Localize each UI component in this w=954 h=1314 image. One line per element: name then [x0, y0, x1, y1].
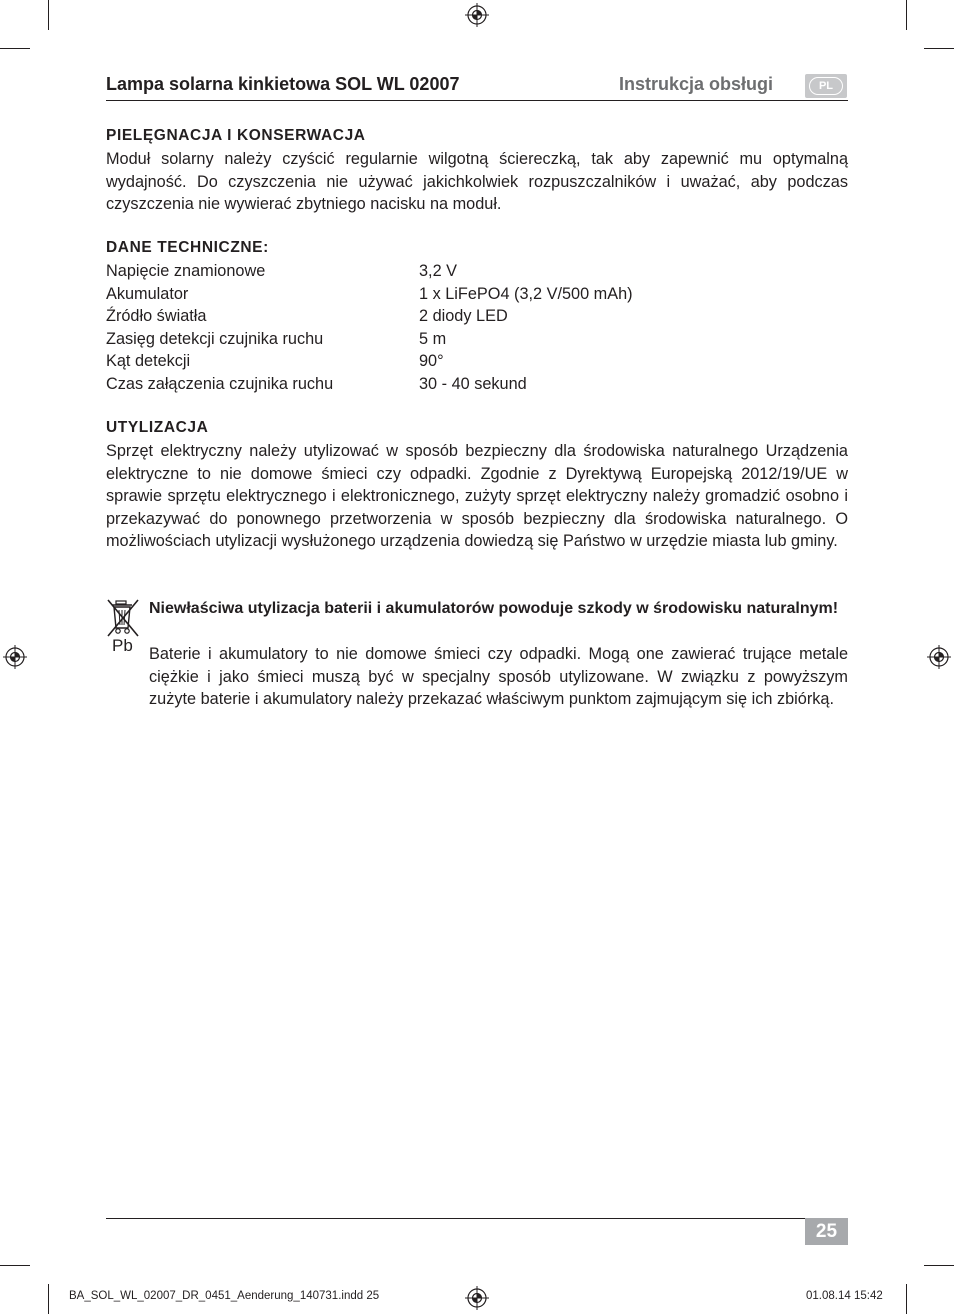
spec-label: Akumulator — [106, 285, 189, 303]
spec-row — [106, 305, 848, 327]
spec-row — [106, 283, 848, 305]
specs-section-title: DANE TECHNICZNE: — [106, 239, 269, 256]
lead-symbol-label: Pb — [112, 636, 133, 655]
crop-mark — [924, 1265, 954, 1266]
care-section-title: PIELĘGNACJA I KONSERWACJA — [106, 127, 366, 144]
spec-label: Zasięg detekcji czujnika ruchu — [106, 330, 324, 348]
spec-label: Źródło światła — [106, 307, 207, 325]
spec-value: 90° — [419, 352, 444, 370]
crop-mark — [906, 0, 907, 30]
spec-value: 1 x LiFePO4 (3,2 V/500 mAh) — [419, 285, 633, 303]
spec-row — [106, 260, 848, 282]
page-number: 25 — [805, 1218, 848, 1245]
crossed-bin-icon — [106, 598, 142, 658]
registration-mark-icon — [927, 645, 951, 669]
spec-label: Napięcie znamionowe — [106, 262, 266, 280]
language-code: PL — [809, 77, 843, 95]
page-header — [106, 73, 848, 101]
product-title: Lampa solarna kinkietowa SOL WL 02007 — [106, 74, 460, 94]
registration-mark-icon — [465, 1286, 489, 1310]
footer-rule — [106, 1218, 805, 1219]
registration-mark-icon — [3, 645, 27, 669]
crossed-bin-graphic — [106, 598, 142, 638]
spec-label: Czas załączenia czujnika ruchu — [106, 375, 334, 393]
spec-row — [106, 350, 848, 372]
disposal-text: Sprzęt elektryczny należy utylizować w sposób bezpieczny dla środowiska naturalnego Urządzenia elektryczne to nie domowe śmieci czy odpadki. Zgodnie z Dyrektywą Europejską 2012/19/UE w sprawie sprzętu elektrycznego i elektronicznego, zużyty sprzęt elektryczny należy gromadzić osobno i przekazywać do ponownego przetworzenia w sposób bezpieczny dla środowiska naturalnego. O możliwościach utylizacji wysłużonego urządzenia dowiedzą się Państwo w urzędzie miasta lub gminy. — [106, 442, 848, 550]
spec-value: 3,2 V — [419, 262, 458, 280]
crop-mark — [0, 48, 30, 49]
battery-warning-title: Niewłaściwa utylizacja baterii i akumulatorów powoduje szkody w środowisku naturalnym! — [149, 600, 839, 617]
crop-mark — [0, 1265, 30, 1266]
spec-label: Kąt detekcji — [106, 352, 191, 370]
document-type: Instrukcja obsługi — [619, 74, 774, 94]
disposal-section-title: UTYLIZACJA — [106, 419, 209, 436]
spec-value: 5 m — [419, 330, 447, 348]
registration-mark-icon — [465, 3, 489, 27]
crop-mark — [924, 48, 954, 49]
print-slug-date: 01.08.14 15:42 — [806, 1290, 883, 1302]
spec-row — [106, 328, 848, 350]
spec-value: 30 - 40 sekund — [419, 375, 527, 393]
crop-mark — [48, 0, 49, 30]
crop-mark — [906, 1284, 907, 1314]
language-badge — [805, 74, 847, 98]
battery-warning-text: Baterie i akumulatory to nie domowe śmieci czy odpadki. Mogą one zawierać trujące metale ciężkie i jako śmieci muszą być w specjalny sposób utylizowane. W związku z powyższym zużyte baterie i akumulatory należy przekazać właściwym punktom zajmującym się ich zbiórką. — [149, 645, 848, 708]
care-text: Moduł solarny należy czyścić regularnie wilgotną ściereczką, tak aby zapewnić mu optymalną wydajność. Do czyszczenia nie używać jakichkolwiek rozpuszczalników i uważać, aby podczas czyszczenia nie wywierać zbytniego nacisku na moduł. — [106, 150, 848, 213]
print-slug-file: BA_SOL_WL_02007_DR_0451_Aenderung_140731.indd 25 — [69, 1290, 380, 1302]
crop-mark — [48, 1284, 49, 1314]
spec-row — [106, 373, 848, 395]
spec-value: 2 diody LED — [419, 307, 508, 325]
